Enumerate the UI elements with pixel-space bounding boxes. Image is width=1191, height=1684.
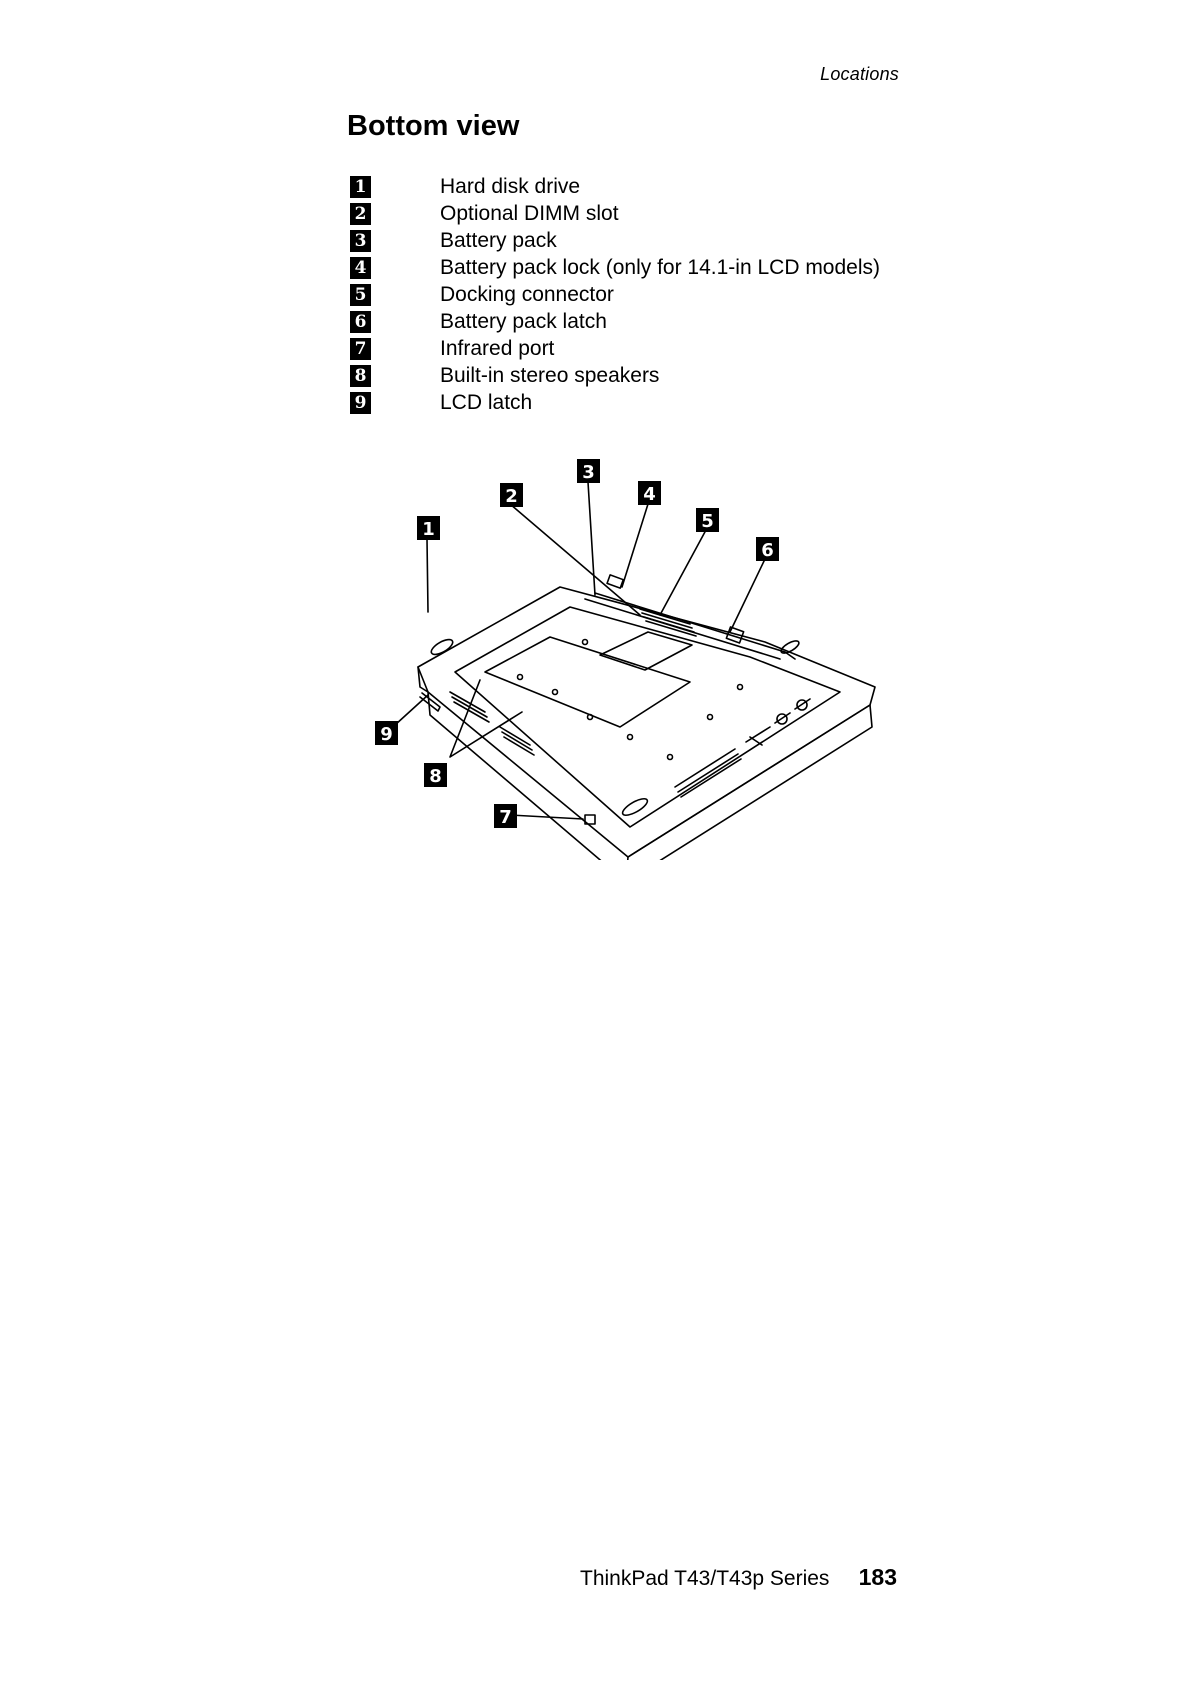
legend-label: Optional DIMM slot: [440, 201, 619, 225]
legend-label: Built-in stereo speakers: [440, 363, 660, 387]
callout-badge: 5: [350, 284, 371, 306]
callout-badge: 9: [350, 392, 371, 414]
callout-badge: 1: [350, 176, 371, 198]
page-title: Bottom view: [347, 110, 520, 142]
callout-badge: 7: [350, 338, 371, 360]
callout-6: 6: [761, 540, 774, 561]
legend-label: LCD latch: [440, 390, 533, 414]
callout-8: 8: [429, 766, 442, 787]
callout-badge: 8: [350, 365, 371, 387]
legend-label: Hard disk drive: [440, 174, 581, 198]
callout-badge: 2: [350, 203, 371, 225]
callout-7: 7: [499, 807, 512, 828]
callout-legend: [350, 173, 881, 416]
legend-label: Battery pack: [440, 228, 557, 252]
legend-item: [350, 335, 555, 362]
legend-label: Battery pack lock (only for 14.1-in LCD models): [440, 255, 881, 279]
legend-item: [350, 200, 619, 227]
legend-item: [350, 227, 557, 254]
legend-item: [350, 254, 881, 281]
callout-4: 4: [643, 484, 656, 505]
legend-label: Docking connector: [440, 282, 614, 306]
callout-9: 9: [380, 724, 393, 745]
page-number: 183: [858, 1564, 897, 1590]
legend-item: [350, 308, 607, 335]
callout-1: 1: [422, 519, 435, 540]
legend-label: Battery pack latch: [440, 309, 607, 333]
running-head: Locations: [820, 64, 899, 84]
laptop-bottom-figure: [370, 455, 890, 860]
callout-badge: 6: [350, 311, 371, 333]
callout-3: 3: [582, 462, 595, 483]
footer-series: ThinkPad T43/T43p Series: [580, 1567, 830, 1590]
legend-label: Infrared port: [440, 336, 555, 360]
callout-5: 5: [701, 511, 714, 532]
legend-item: [350, 173, 581, 200]
callout-badge: 4: [350, 257, 371, 279]
callout-badge: 3: [350, 230, 371, 252]
legend-item: [350, 281, 614, 308]
legend-item: [350, 362, 660, 389]
callout-2: 2: [505, 486, 518, 507]
legend-item: [350, 389, 533, 416]
laptop-bottom-illustration: [370, 455, 890, 860]
